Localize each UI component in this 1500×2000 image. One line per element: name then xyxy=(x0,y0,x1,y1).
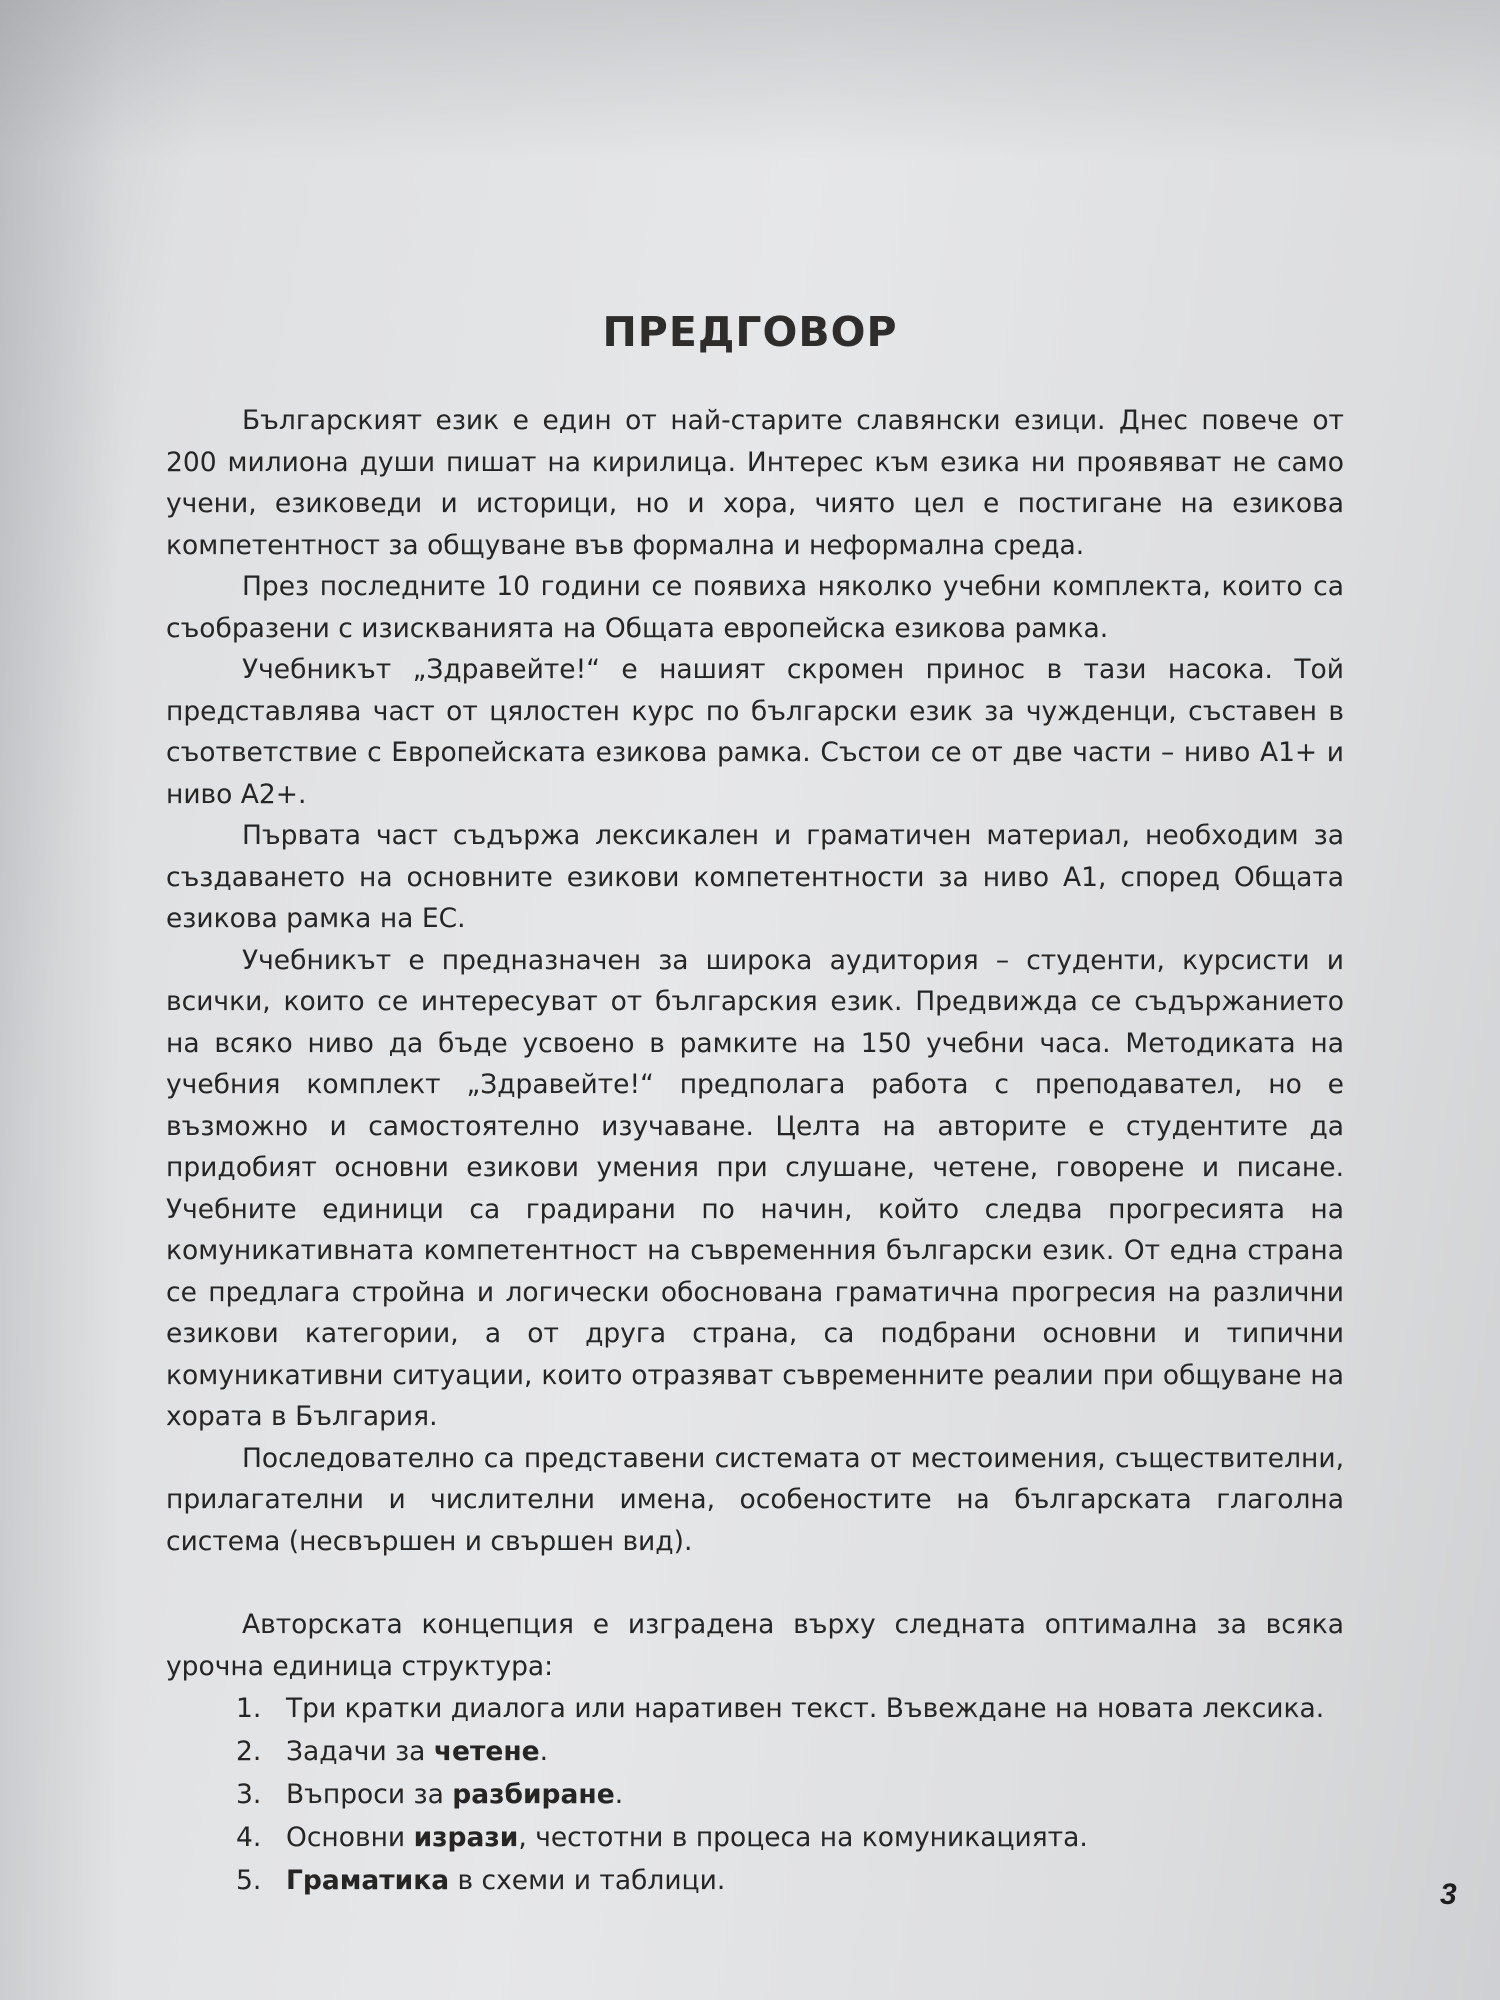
preface-body xyxy=(166,400,1344,1902)
structure-list xyxy=(166,1687,1344,1902)
list-keyword: четене xyxy=(433,1736,540,1767)
page-number: 3 xyxy=(1440,1878,1457,1911)
list-number: 4. xyxy=(236,1822,262,1853)
paragraph: Учебникът „Здравейте!“ е нашият скромен принос в тази насока. Той представлява част от цялостен курс по български език за чужденци, съставен в съответствие с Европейската езикова рамка. Състои се от две части – ниво А1+ и ниво А2+. xyxy=(166,654,1344,810)
list-text: Три кратки диалога или наративен текст. Въвеждане на новата лексика. xyxy=(286,1693,1325,1724)
list-item xyxy=(166,1859,1344,1902)
paragraph: Последователно са представени системата от местоимения, съществителни, прилагателни и числителни имена, особеностите на българската глаголна система (несвършен и свършен вид). xyxy=(166,1442,1344,1557)
list-text: Задачи за xyxy=(286,1736,434,1767)
paragraph: През последните 10 години се появиха няколко учебни комплекта, които са съобразени с изискванията на Общата европейска езикова рамка. xyxy=(166,571,1344,644)
list-text: Основни xyxy=(286,1822,414,1853)
page-shadow-top xyxy=(0,0,1500,160)
list-text: Въпроси за xyxy=(286,1779,453,1810)
list-text: , честотни в процеса на комуникацията. xyxy=(518,1822,1088,1853)
list-keyword: разбиране xyxy=(452,1779,615,1810)
list-item xyxy=(166,1816,1344,1859)
page-title: ПРЕДГОВОР xyxy=(602,308,898,356)
paragraph: Авторската концепция е изградена върху следната оптимална за всяка урочна единица структура: xyxy=(166,1609,1344,1682)
list-number: 3. xyxy=(236,1779,262,1810)
list-text: . xyxy=(539,1736,549,1767)
list-keyword: изрази xyxy=(413,1822,519,1853)
list-number: 5. xyxy=(236,1865,262,1896)
list-item xyxy=(166,1773,1344,1816)
list-item xyxy=(166,1730,1344,1773)
paragraph: Българският език е един от най-старите славянски езици. Днес повече от 200 милиона души пишат на кирилица. Интерес към езика ни проявяват не само учени, езиковеди и историци, но и хора, чиято цел е постигане на езикова компетентност за общуване във формална и неформална среда. xyxy=(166,405,1344,561)
list-number: 2. xyxy=(236,1736,262,1767)
list-keyword: Граматика xyxy=(286,1865,450,1896)
list-text: . xyxy=(614,1779,624,1810)
list-number: 1. xyxy=(236,1693,262,1724)
paragraph: Първата част съдържа лексикален и граматичен материал, необходим за създаването на основните езикови компетентности за ниво А1, според Общата езикова рамка на ЕС. xyxy=(166,820,1344,934)
list-text: в схеми и таблици. xyxy=(449,1865,726,1896)
page-shadow-left xyxy=(0,0,120,2000)
list-item xyxy=(166,1687,1344,1730)
paragraph: Учебникът е предназначен за широка аудитория – студенти, курсисти и всички, които се интересуват от българския език. Предвижда се съдържанието на всяко ниво да бъде усвоено в рамките на 150 учебни часа. Методиката на учебния комплект „Здравейте!“ предполага работа с преподавател, но е възможно и самостоятелно изучаване. Целта на авторите е студентите да придобият основни езикови умения при слушане, четене, говорене и писане. Учебните единици са градирани по начин, който следва прогресията на комуникативната компетентност на съвременния български език. От една страна се предлага стройна и логически обоснована граматична прогресия на различни езикови категории, а от друга страна, са подбрани основни и типични комуникативни ситуации, които отразяват съвременните реалии при общуване на хората в България. xyxy=(166,944,1344,1432)
